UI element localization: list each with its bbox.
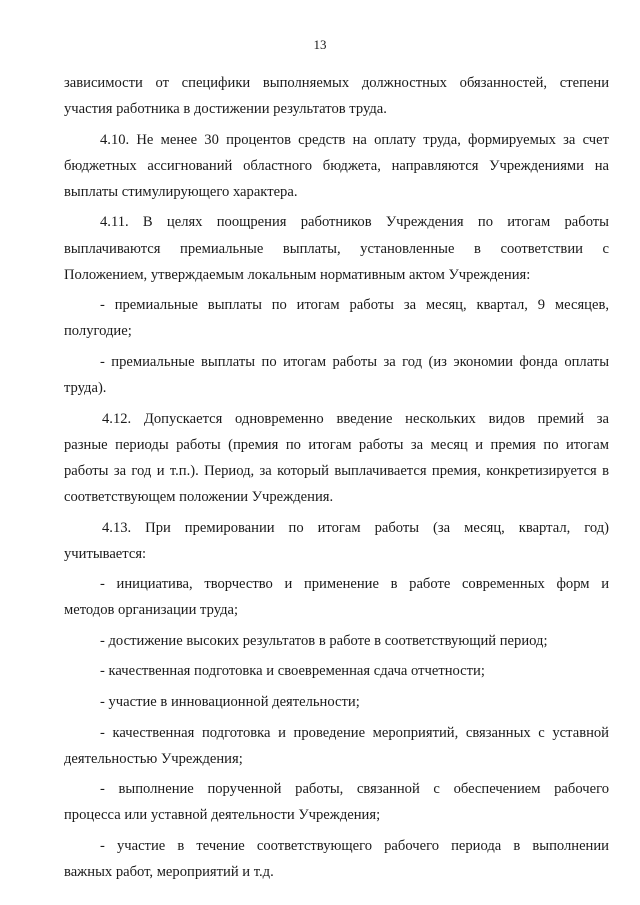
page-number: 13 xyxy=(313,37,327,52)
text-line: труда). xyxy=(64,380,107,397)
text-line: методов организации труда; xyxy=(64,602,239,619)
list-item-line: - достижение высоких результатов в работе в соответствующий период; xyxy=(100,632,548,649)
list-item-line: - инициатива, творчество и применение в работе современных форм и xyxy=(100,576,609,593)
text-line: разные периоды работы (премия по итогам работы за месяц и премия по итогам xyxy=(64,436,609,453)
list-item-line: - участие в течение соответствующего рабочего периода в выполнении xyxy=(100,838,609,855)
text-line: зависимости от специфики выполняемых должностных обязанностей, степени xyxy=(64,75,609,91)
paragraph-4-10-line: 4.10. Не менее 30 процентов средств на оплату труда, формируемых за счет xyxy=(100,131,609,148)
list-item-line: - качественная подготовка и проведение мероприятий, связанных с уставной xyxy=(100,724,609,741)
list-item-line: - премиальные выплаты по итогам работы за год (из экономии фонда оплаты xyxy=(100,353,609,370)
text-line: важных работ, мероприятий и т.д. xyxy=(64,864,274,881)
text-line: соответствующем положении Учреждения. xyxy=(64,488,334,505)
list-item-line: - качественная подготовка и своевременная сдача отчетности; xyxy=(100,663,485,680)
document-body xyxy=(64,70,609,885)
text-line: выплаты стимулирующего характера. xyxy=(64,183,298,200)
text-line: Положением, утверждаемым локальным нормативным актом Учреждения: xyxy=(64,266,531,283)
paragraph-4-13-line: 4.13. При премировании по итогам работы (за месяц, квартал, год) xyxy=(102,519,609,536)
text-line: работы за год и т.п.). Период, за который выплачивается премия, конкретизируется в xyxy=(64,462,609,479)
text-line: деятельностью Учреждения; xyxy=(64,750,243,767)
text-line: выплачиваются премиальные выплаты, установленные в соответствии с xyxy=(64,240,609,257)
list-item-line: - премиальные выплаты по итогам работы за месяц, квартал, 9 месяцев, xyxy=(100,297,609,314)
list-item-line: - выполнение порученной работы, связанной с обеспечением рабочего xyxy=(100,781,609,798)
text-line: полугодие; xyxy=(64,323,132,340)
text-line: процесса или уставной деятельности Учреждения; xyxy=(64,807,381,824)
text-line: участия работника в достижении результатов труда. xyxy=(64,101,387,118)
text-line: бюджетных ассигнований областного бюджета, направляются Учреждениями на xyxy=(64,157,609,174)
paragraph-4-11-line: 4.11. В целях поощрения работников Учреждения по итогам работы xyxy=(100,214,609,231)
list-item-line: - участие в инновационной деятельности; xyxy=(100,694,360,711)
paragraph-4-12-line: 4.12. Допускается одновременно введение нескольких видов премий за xyxy=(102,410,609,427)
text-line: учитывается: xyxy=(64,545,147,562)
